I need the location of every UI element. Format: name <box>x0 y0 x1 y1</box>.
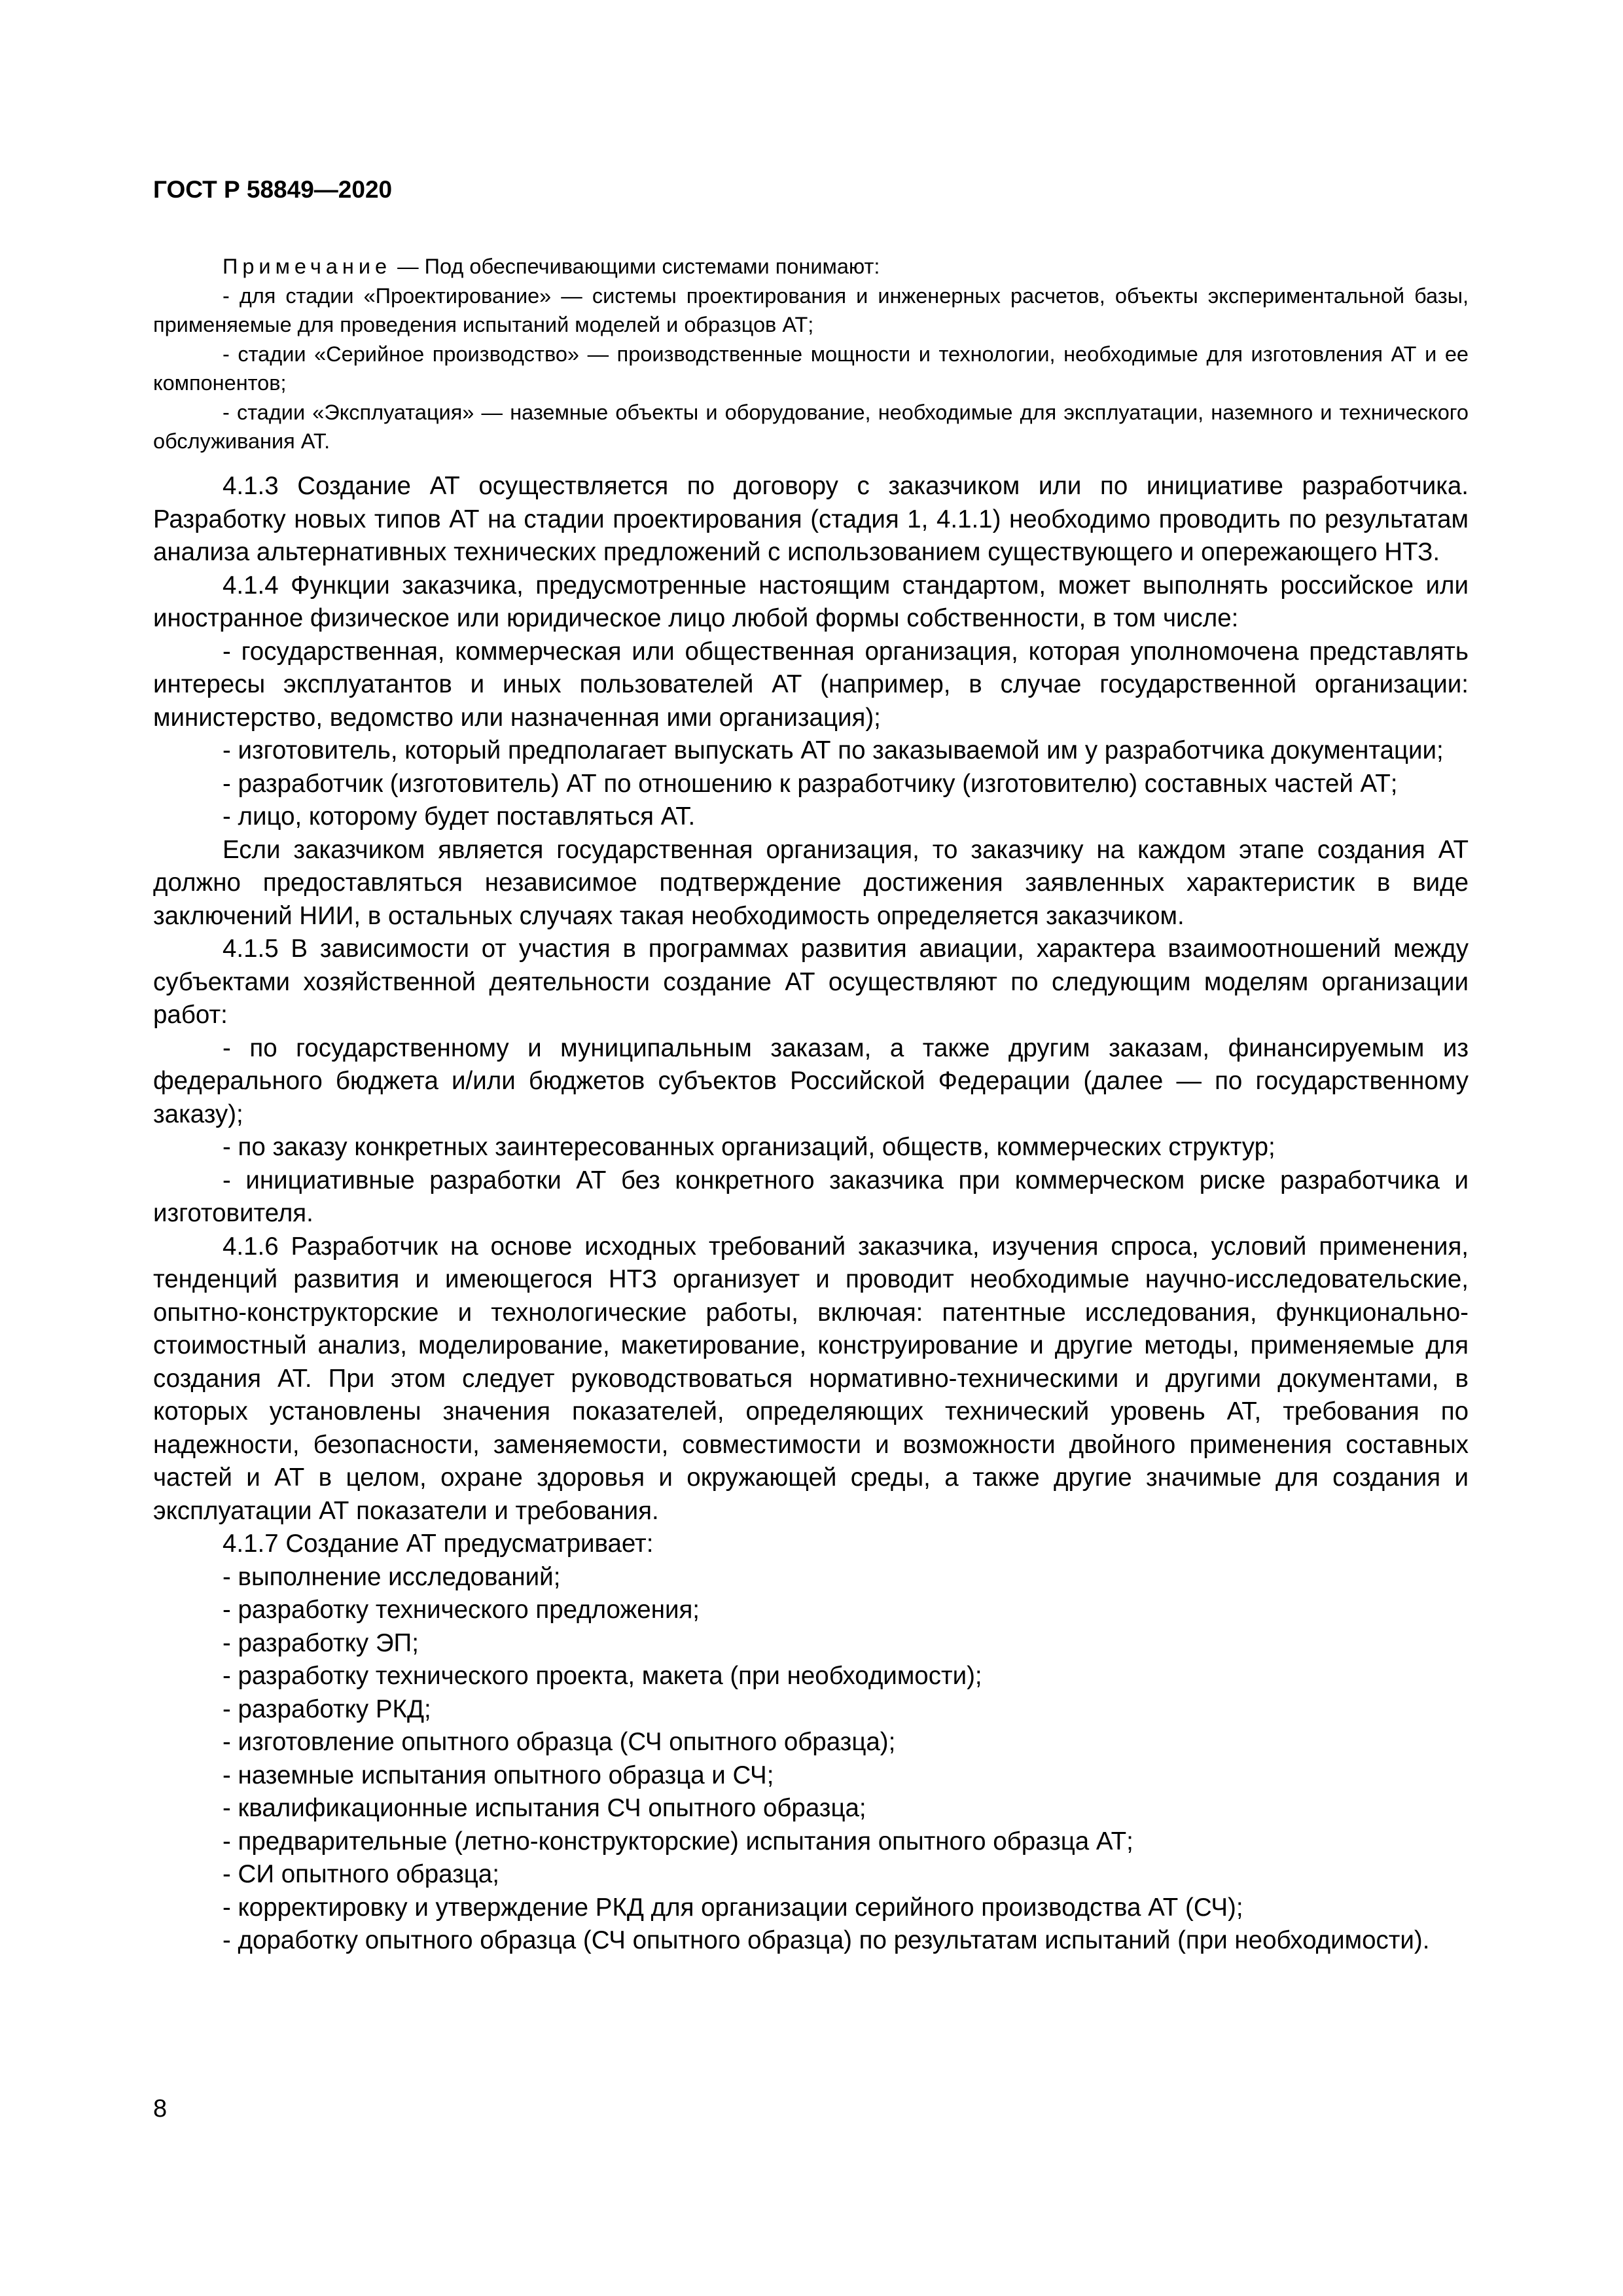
note-item: - стадии «Серийное производство» — производственные мощности и технологии, необходимые для изготовления АТ и ее компонентов; <box>153 342 1469 395</box>
list-item: - квалификационные испытания СЧ опытного образца; <box>223 1794 866 1822</box>
list-item: - СИ опытного образца; <box>223 1860 499 1888</box>
list-item: - инициативные разработки АТ без конкретного заказчика при коммерческом риске разработчика и изготовителя. <box>153 1166 1469 1227</box>
standard-code-header: ГОСТ Р 58849—2020 <box>153 176 393 203</box>
list-item: - разработку РКД; <box>223 1695 431 1723</box>
list-item: - доработку опытного образца (СЧ опытного образца) по результатам испытаний (при необходимости). <box>223 1926 1430 1954</box>
list-item: - по государственному и муниципальным заказам, а также другим заказам, финансируемым из федерального бюджета и/или бюджетов субъектов Российской Федерации (далее — по государственному заказу); <box>153 1033 1469 1128</box>
list-item: - наземные испытания опытного образца и СЧ; <box>223 1761 774 1789</box>
note-block <box>153 252 1469 456</box>
list-item: - разработчик (изготовитель) АТ по отношению к разработчику (изготовителю) составных частей АТ; <box>223 769 1398 798</box>
list-item: - по заказу конкретных заинтересованных организаций, обществ, коммерческих структур; <box>223 1133 1275 1161</box>
note-item: - для стадии «Проектирование» — системы проектирования и инженерных расчетов, объекты экспериментальной базы, применяемые для проведения испытаний моделей и образцов АТ; <box>153 283 1469 336</box>
note-label: Примечание <box>223 255 392 278</box>
note-intro <box>153 252 1469 281</box>
list-item: - разработку технического предложения; <box>223 1596 700 1624</box>
note-intro-text: — Под обеспечивающими системами понимают: <box>391 255 880 278</box>
clause-4-1-4: 4.1.4 Функции заказчика, предусмотренные настоящим стандартом, может выполнять российское или иностранное физическое или юридическое лицо любой формы собственности, в том числе: <box>153 571 1469 632</box>
paragraph: Если заказчиком является государственная организация, то заказчику на каждом этапе создания АТ должно предоставляться независимое подтверждение достижения заявленных характеристик в виде заключений НИИ, в остальных случаях такая необходимость определяется заказчиком. <box>153 835 1469 930</box>
clause-4-1-7: 4.1.7 Создание АТ предусматривает: <box>223 1530 654 1558</box>
clause-4-1-6: 4.1.6 Разработчик на основе исходных требований заказчика, изучения спроса, условий применения, тенденций развития и имеющегося НТЗ организует и проводит необходимые научно-исследовательские, опытно-конструкторские и технологические работы, включая: патентные исследования, функционально-стоимостный анализ, моделирование, макетирование, конструирование и другие методы, применяемые для создания АТ. При этом следует руководствоваться нормативно-техническими и другими документами, в которых установлены значения показателей, определяющих технический уровень АТ, требования по надежности, безопасности, заменяемости, совместимости и возможности двойного применения составных частей и АТ в целом, охране здоровья и окружающей среды, а также другие значимые для создания и эксплуатации АТ показатели и требования. <box>153 1232 1469 1525</box>
list-item: - разработку технического проекта, макета (при необходимости); <box>223 1662 982 1690</box>
list-item: - разработку ЭП; <box>223 1628 419 1657</box>
list-item: - предварительные (летно-конструкторские) испытания опытного образца АТ; <box>223 1827 1133 1856</box>
clause-4-1-3: 4.1.3 Создание АТ осуществляется по договору с заказчиком или по инициативе разработчика. Разработку новых типов АТ на стадии проектирования (стадия 1, 4.1.1) необходимо проводить по результатам анализа альтернативных технических предложений с использованием существующего и опережающего НТЗ. <box>153 472 1469 566</box>
list-item: - государственная, коммерческая или общественная организация, которая уполномочена представлять интересы эксплуатантов и иных пользователей АТ (например, в случае государственной организации: министерство, ведомство или назначенная ими организация); <box>153 637 1469 732</box>
list-item: - выполнение исследований; <box>223 1562 561 1591</box>
note-item: - стадии «Эксплуатация» — наземные объекты и оборудование, необходимые для эксплуатации, наземного и технического обслуживания АТ. <box>153 400 1469 453</box>
list-item: - изготовление опытного образца (СЧ опытного образца); <box>223 1728 896 1756</box>
body-text <box>153 470 1469 1958</box>
clause-4-1-5: 4.1.5 В зависимости от участия в программах развития авиации, характера взаимоотношений между субъектами хозяйственной деятельности создание АТ осуществляют по следующим моделям организации работ: <box>153 935 1469 1029</box>
list-item: - корректировку и утверждение РКД для организации серийного производства АТ (СЧ); <box>223 1893 1243 1922</box>
list-item: - лицо, которому будет поставляться АТ. <box>223 802 696 831</box>
page-number: 8 <box>153 2095 168 2123</box>
list-item: - изготовитель, который предполагает выпускать АТ по заказываемой им у разработчика документации; <box>223 736 1444 764</box>
